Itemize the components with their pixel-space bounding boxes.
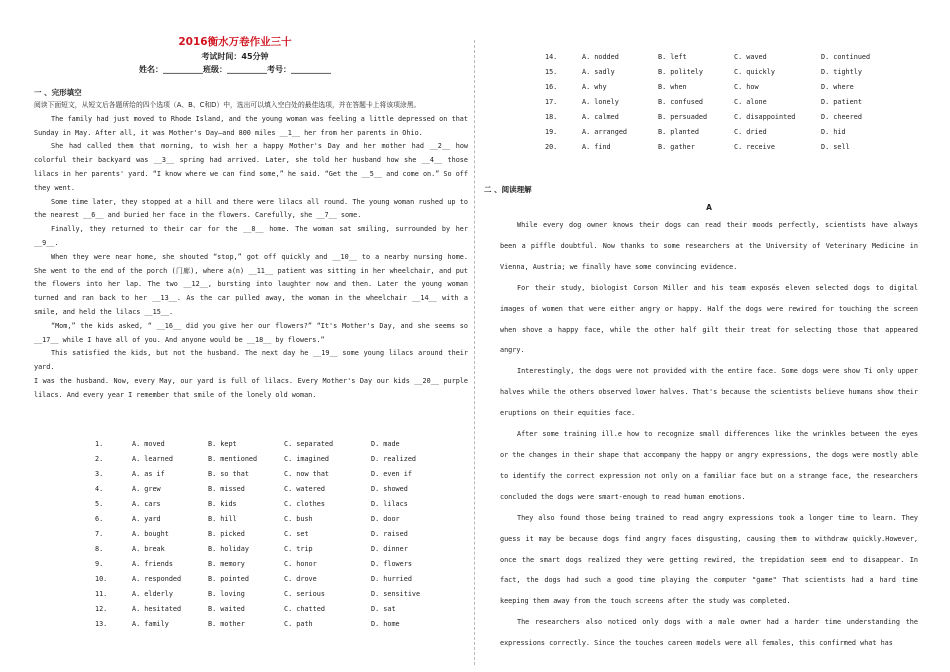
- cloze-paragraph: She had called them that morning, to wish her a happy Mother's Day and her mother had __2__ how colorful their backyard was __3__ spring had arrived. Later, she told her husband how she __4__ those lilacs in her parents' yard. “I know where we can find some,” he said. “Get the __5__ and come on.” So off they went.: [34, 142, 468, 192]
- option-choice: B. missed: [208, 485, 245, 493]
- option-row: [50, 602, 468, 617]
- option-choice: B. left: [658, 53, 687, 61]
- option-choice: A. elderly: [132, 590, 173, 598]
- option-choice: D. home: [371, 620, 400, 628]
- option-choice: D. cheered: [821, 113, 862, 121]
- option-choice: A. break: [132, 545, 165, 553]
- option-choice: D. sell: [821, 143, 850, 151]
- option-choice: A. grew: [132, 485, 161, 493]
- option-choice: C. receive: [734, 143, 775, 151]
- exam-time: 考试时间：45分钟: [201, 52, 269, 61]
- option-choice: A. bought: [132, 530, 169, 538]
- option-choice: A. sadly: [582, 68, 615, 76]
- option-row: [500, 80, 918, 95]
- option-choice: D. door: [371, 515, 400, 523]
- question-number: 7.: [95, 530, 104, 538]
- option-choice: C. waved: [734, 53, 767, 61]
- question-number: 14.: [545, 53, 558, 61]
- option-choice: B. so that: [208, 470, 249, 478]
- section-heading-cloze: 一 、完形填空: [34, 88, 82, 97]
- option-choice: C. honor: [284, 560, 317, 568]
- option-choice: C. path: [284, 620, 313, 628]
- question-number: 18.: [545, 113, 558, 121]
- option-choice: B. politely: [658, 68, 704, 76]
- question-number: 17.: [545, 98, 558, 106]
- reading-passage: [500, 215, 918, 654]
- option-choice: C. alone: [734, 98, 767, 106]
- reading-paragraph: For their study, biologist Corson Miller and his team exposés eleven selected dogs to digital images of women that were either angry or happy. Half the dogs were rewired for touching the screen when shove a happy face, while the other half gilt their treat for selecting those that appeared angry.: [500, 283, 918, 355]
- question-number: 20.: [545, 143, 558, 151]
- option-choice: A. why: [582, 83, 607, 91]
- option-row: [50, 617, 468, 632]
- cloze-paragraph: Some time later, they stopped at a hill and there were lilacs all round. The young woman rushed up to the nearest __6__ and buried her face in the flowers. Carefully, she __7__ some.: [34, 197, 468, 220]
- option-row: [50, 557, 468, 572]
- reading-paragraph: After some training ill.e how to recognize small differences like the wrinkles between the eyes or the changes in their shape that accompany the happy or angry expressions, the dogs were mostly able to identify the correct expression not only on a familiar face but on a strange face, the researchers concluded the dogs were smart-enough to read human emotions.: [500, 430, 918, 501]
- option-choice: A. hesitated: [132, 605, 182, 613]
- option-choice: D. tightly: [821, 68, 862, 76]
- option-choice: D. lilacs: [371, 500, 408, 508]
- option-choice: B. waited: [208, 605, 245, 613]
- passage-title: A: [706, 203, 712, 212]
- option-choice: C. now that: [284, 470, 330, 478]
- question-number: 19.: [545, 128, 558, 136]
- option-choice: C. imagined: [284, 455, 330, 463]
- option-row: [50, 437, 468, 452]
- option-choice: A. moved: [132, 440, 165, 448]
- option-choice: B. picked: [208, 530, 245, 538]
- option-choice: A. yard: [132, 515, 161, 523]
- question-number: 16.: [545, 83, 558, 91]
- option-choice: C. bush: [284, 515, 313, 523]
- option-choice: A. find: [582, 143, 611, 151]
- option-choice: C. serious: [284, 590, 325, 598]
- option-choice: D. patient: [821, 98, 862, 106]
- question-number: 3.: [95, 470, 104, 478]
- option-choice: C. set: [284, 530, 309, 538]
- question-number: 10.: [95, 575, 108, 583]
- option-choice: A. as if: [132, 470, 165, 478]
- option-choice: B. when: [658, 83, 687, 91]
- option-choice: D. flowers: [371, 560, 412, 568]
- option-choice: C. chatted: [284, 605, 325, 613]
- option-row: [50, 587, 468, 602]
- option-row: [500, 110, 918, 125]
- question-number: 13.: [95, 620, 108, 628]
- option-choice: B. pointed: [208, 575, 249, 583]
- reading-paragraph: While every dog owner knows their dogs can read their moods perfectly, scientists have always been a piffle doubtful. Now thanks to some researchers at the University of Veterinary Medicine in Vienna, Austria; we finally have some convincing evidence.: [500, 221, 918, 271]
- option-choice: D. sat: [371, 605, 396, 613]
- option-choice: D. even if: [371, 470, 412, 478]
- option-choice: C. quickly: [734, 68, 775, 76]
- cloze-paragraph: Finally, they returned to their car for the __8__ home. The woman sat smiling, surrounded by her __9__.: [34, 225, 468, 247]
- question-number: 15.: [545, 68, 558, 76]
- column-divider: [474, 40, 475, 665]
- reading-paragraph: Interestingly, the dogs were not provided with the entire face. Some dogs were show Ti only upper halves while the others observed lower halves. That's because the scientists believe humans show their eruptions on their equities face.: [500, 367, 918, 418]
- question-number: 6.: [95, 515, 104, 523]
- option-choice: B. loving: [208, 590, 245, 598]
- cloze-paragraph: When they were near home, she shouted “stop,” got off quickly and __10__ to a nearby nursing home. She went to the end of the porch (门廊), where a(n) __11__ patient was sitting in her wheelchair, and put the flowers into her lap. The two __12__, bursting into laughter now and then. Later the young woman turned and ran back to her __13__. As the car pulled away, the woman in the wheelchair __14__ with a smile, and held the lilacs __15__.: [34, 252, 468, 316]
- question-number: 5.: [95, 500, 104, 508]
- option-choice: B. confused: [658, 98, 704, 106]
- page-title: 2016衡水万卷作业三十: [178, 36, 292, 48]
- option-choice: A. friends: [132, 560, 173, 568]
- option-choice: A. lonely: [582, 98, 619, 106]
- cloze-paragraph: “Mom,” the kids asked, “ __16__ did you give her our flowers?” “It's Mother's Day, and she seems so __17__ while I have all of you. And anyone would be __18__ by flowers.”: [34, 321, 468, 344]
- section-heading-reading: 二 、阅读理解: [484, 185, 532, 194]
- question-number: 11.: [95, 590, 108, 598]
- option-row: [500, 125, 918, 140]
- option-choice: C. dried: [734, 128, 767, 136]
- option-choice: D. sensitive: [371, 590, 421, 598]
- option-choice: D. dinner: [371, 545, 408, 553]
- cloze-paragraph: This satisfied the kids, but not the husband. The next day he __19__ some young lilacs around their yard.: [34, 349, 468, 372]
- cloze-paragraph: I was the husband. Now, every May, our yard is full of lilacs. Every Mother's Day our kids __20__ purple lilacs. And every year I remember that smile of the lonely old woman.: [34, 376, 468, 399]
- option-choice: D. hid: [821, 128, 846, 136]
- option-row: [500, 65, 918, 80]
- option-choice: C. how: [734, 83, 759, 91]
- question-number: 12.: [95, 605, 108, 613]
- options-list-left: [50, 437, 468, 632]
- option-choice: B. holiday: [208, 545, 249, 553]
- option-choice: D. showed: [371, 485, 408, 493]
- option-choice: B. mother: [208, 620, 245, 628]
- option-choice: B. planted: [658, 128, 699, 136]
- reading-paragraph: The researchers also noticed only dogs with a male owner had a harder time understanding the expressions correctly. Since the touches careen models were all females, this confirmed what has: [500, 618, 918, 648]
- option-row: [50, 527, 468, 542]
- option-choice: D. made: [371, 440, 400, 448]
- option-choice: A. arranged: [582, 128, 628, 136]
- option-choice: C. clothes: [284, 500, 325, 508]
- option-row: [50, 542, 468, 557]
- cloze-body: [34, 99, 468, 403]
- option-row: [500, 50, 918, 65]
- option-choice: A. calmed: [582, 113, 619, 121]
- option-choice: C. trip: [284, 545, 313, 553]
- question-number: 2.: [95, 455, 104, 463]
- option-row: [500, 95, 918, 110]
- name-class-id-line: 姓名：__________班级：__________考号：__________: [139, 65, 331, 74]
- question-number: 1.: [95, 440, 104, 448]
- option-row: [50, 497, 468, 512]
- option-choice: D. where: [821, 83, 854, 91]
- option-choice: D. hurried: [371, 575, 412, 583]
- option-choice: D. raised: [371, 530, 408, 538]
- option-choice: A. nodded: [582, 53, 619, 61]
- option-row: [50, 467, 468, 482]
- option-choice: A. family: [132, 620, 169, 628]
- option-choice: A. cars: [132, 500, 161, 508]
- option-choice: C. drove: [284, 575, 317, 583]
- option-choice: C. disappointed: [734, 113, 796, 121]
- option-choice: C. separated: [284, 440, 334, 448]
- options-list-right: [500, 50, 918, 155]
- option-choice: B. gather: [658, 143, 695, 151]
- option-choice: C. watered: [284, 485, 325, 493]
- option-choice: B. hill: [208, 515, 237, 523]
- cloze-paragraph: The family had just moved to Rhode Island, and the young woman was feeling a little depressed on that Sunday in May. After all, it was Mother's Day—and 800 miles __1__ her from her parents in Ohio.: [34, 114, 468, 137]
- option-choice: B. kept: [208, 440, 237, 448]
- option-choice: D. realized: [371, 455, 417, 463]
- question-number: 9.: [95, 560, 104, 568]
- option-row: [500, 140, 918, 155]
- question-number: 4.: [95, 485, 104, 493]
- option-choice: B. persuaded: [658, 113, 708, 121]
- option-row: [50, 482, 468, 497]
- question-number: 8.: [95, 545, 104, 553]
- option-choice: A. responded: [132, 575, 182, 583]
- option-choice: B. kids: [208, 500, 237, 508]
- option-choice: B. mentioned: [208, 455, 258, 463]
- option-row: [50, 512, 468, 527]
- option-choice: B. memory: [208, 560, 245, 568]
- cloze-instructions: 阅读下面短文，从短文后各题所给的四个选项（A、B、C和D）中，选出可以填入空白处的最佳选项，并在答题卡上将该项涂黑。: [34, 101, 421, 109]
- option-choice: D. continued: [821, 53, 871, 61]
- reading-paragraph: They also found those being trained to read angry expressions took a longer time to learn. They guess it may be because dogs find angry faces disgusting, causing them to withdraw quickly.However, once the smart dogs realized they were getting rewired, the trepidation seem end to disappear. In fact, the dogs had such a good time playing the computer "game" That scientists had a hard time keeping them away from the touch screens after the study was completed.: [500, 513, 918, 606]
- option-row: [50, 452, 468, 467]
- option-choice: A. learned: [132, 455, 173, 463]
- option-row: [50, 572, 468, 587]
